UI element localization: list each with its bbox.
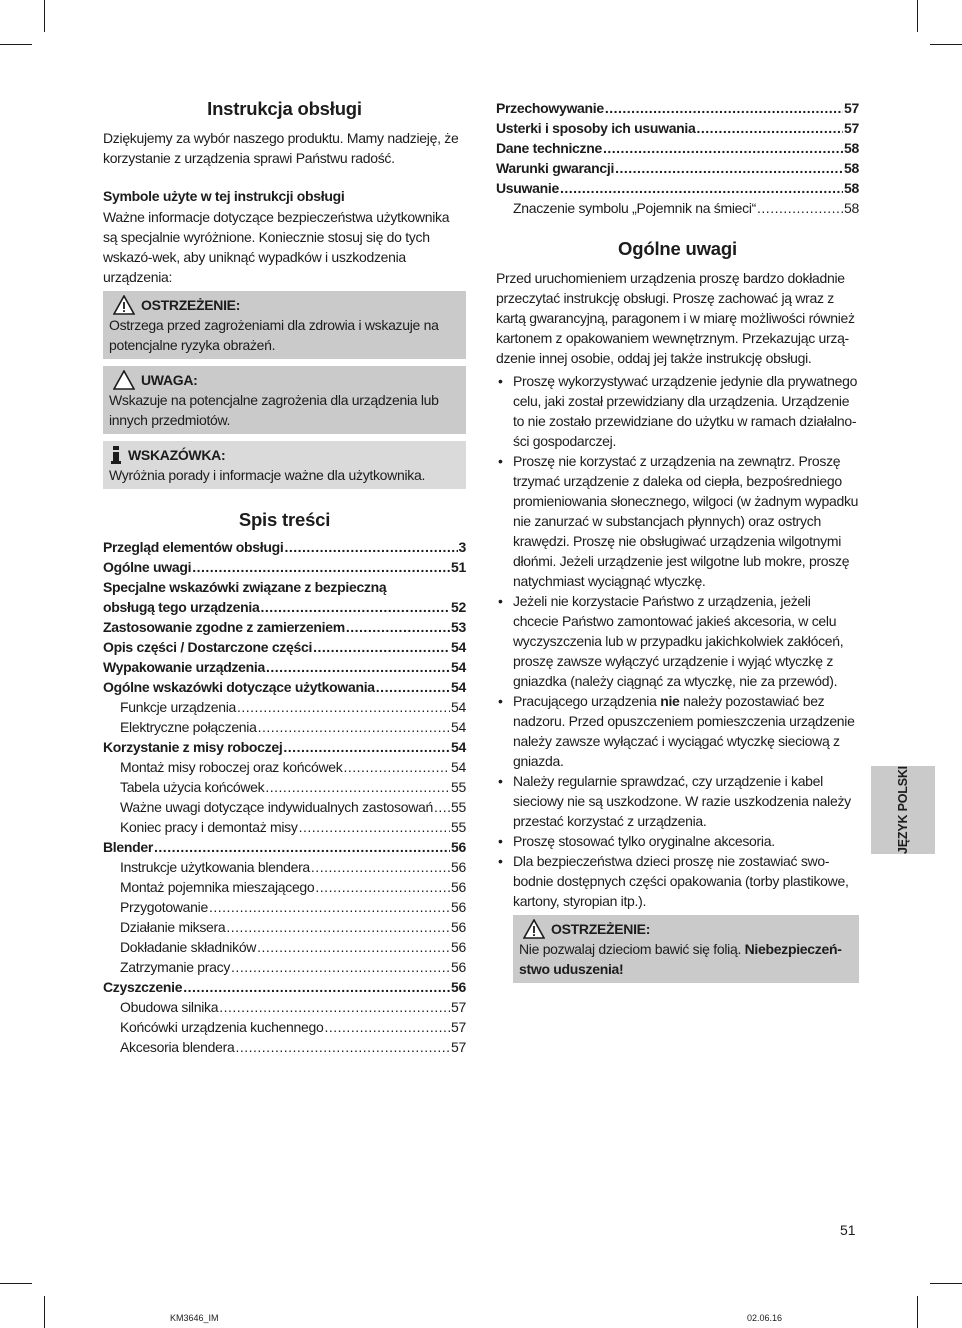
crop-mark bbox=[930, 44, 962, 45]
toc-entry bbox=[103, 797, 466, 817]
toc-leader-dots bbox=[313, 637, 450, 657]
general-notes-intro: Przed uruchomieniem urządzenia proszę bardzo dokładnie przeczytać instrukcję obsługi. Proszę zachować ją wraz z kartą gwarancyjną, paragonem i w miarę możliwości również kartonem z opakowaniem wewnętrznym. Przekazując urzą-dzenie innej osobie, oddaj jej także instrukcję obsługi. bbox=[496, 270, 855, 366]
caution-title: UWAGA: bbox=[141, 372, 198, 388]
toc-leader-dots bbox=[434, 797, 450, 817]
warning-box bbox=[103, 291, 466, 359]
list-item bbox=[496, 691, 859, 771]
toc-entry bbox=[496, 158, 859, 178]
toc-entry-label: Przygotowanie bbox=[120, 899, 208, 915]
toc-entry-label: Usuwanie bbox=[496, 180, 559, 196]
list-item-text: Pracującego urządzenia bbox=[513, 693, 661, 709]
toc-entry bbox=[103, 997, 466, 1017]
toc-entry-label: Tabela użycia końcówek bbox=[120, 779, 265, 795]
toc-entry bbox=[103, 637, 466, 657]
tip-text: Wyróżnia porady i informacje ważne dla użytkownika. bbox=[109, 467, 426, 483]
toc-entry bbox=[496, 198, 859, 218]
toc-entry bbox=[103, 697, 466, 717]
manual-title: Instrukcja obsługi bbox=[207, 98, 362, 119]
toc-entry-label: Czyszczenie bbox=[103, 979, 183, 995]
toc-entry-label: Warunki gwarancji bbox=[496, 160, 615, 176]
warning-text-bold: Niebezpieczeń-stwo uduszenia! bbox=[519, 941, 842, 977]
left-column bbox=[103, 96, 466, 1057]
toc-entry-page: 58 bbox=[844, 200, 859, 216]
toc-entry-page: 55 bbox=[451, 819, 466, 835]
warning-text-plain: Nie pozwalaj dzieciom bawić się folią. bbox=[519, 941, 745, 957]
toc-entry bbox=[103, 977, 466, 997]
toc-entry-page: 56 bbox=[451, 839, 466, 855]
toc-entry-label: Obudowa silnika bbox=[120, 999, 219, 1015]
toc-entry bbox=[103, 777, 466, 797]
toc-entry bbox=[496, 138, 859, 158]
toc-leader-dots bbox=[192, 557, 450, 577]
crop-mark bbox=[44, 1296, 45, 1328]
warning-header bbox=[109, 295, 460, 315]
toc-entry bbox=[496, 98, 859, 118]
toc-entry-page: 56 bbox=[451, 899, 466, 915]
toc-entry bbox=[103, 817, 466, 837]
toc-entry-page: 55 bbox=[451, 779, 466, 795]
toc-entry-page: 57 bbox=[451, 1039, 466, 1055]
warning-title: OSTRZEŻENIE: bbox=[141, 297, 241, 313]
toc-entry-page: 54 bbox=[451, 699, 466, 715]
toc-entry-page: 53 bbox=[451, 619, 466, 635]
language-tab-label: JĘZYK POLSKI bbox=[896, 766, 910, 854]
toc-leader-dots bbox=[265, 777, 450, 797]
toc-entry-page: 57 bbox=[451, 1019, 466, 1035]
symbols-heading: Symbole użyte w tej instrukcji obsługi bbox=[103, 188, 345, 204]
toc-entry bbox=[103, 597, 466, 617]
toc-leader-dots bbox=[605, 98, 843, 118]
warning-header bbox=[519, 919, 853, 939]
toc-entry-page: 54 bbox=[451, 719, 466, 735]
toc-entry bbox=[103, 1017, 466, 1037]
list-item: • Jeżeli nie korzystacie Państwo z urządzenia, jeżeli chcecie Państwo zamontować jakieś akcesoria, w celu wyczyszczenia lub w przypadku jakichkolwiek zakłóceń, proszę zawsze wyłączyć urządzenie i wyjąć wtyczkę z gniazdka (należy ciągnąć za wtyczkę, nie za przewód). bbox=[496, 591, 859, 691]
toc-entry bbox=[103, 617, 466, 637]
toc-entry-label: Koniec pracy i demontaż misy bbox=[120, 819, 298, 835]
toc-entry bbox=[103, 957, 466, 977]
toc-leader-dots bbox=[311, 857, 450, 877]
toc-entry-label: Funkcje urządzenia bbox=[120, 699, 236, 715]
toc-entry-label: Zastosowanie zgodne z zamierzeniem bbox=[103, 619, 345, 635]
toc-entry-label: Montaż misy roboczej oraz końcówek bbox=[120, 759, 343, 775]
toc-entry-label: Elektryczne połączenia bbox=[120, 719, 257, 735]
toc-entry bbox=[496, 178, 859, 198]
toc-list-continued bbox=[496, 98, 859, 218]
warning-triangle-icon bbox=[523, 919, 545, 939]
child-warning-box bbox=[513, 915, 859, 983]
toc-entry-page: 51 bbox=[451, 559, 466, 575]
toc-entry-label: Usterki i sposoby ich usuwania bbox=[496, 120, 696, 136]
toc-entry-label: Zatrzymanie pracy bbox=[120, 959, 231, 975]
page-number: 51 bbox=[840, 1222, 856, 1238]
tip-title: WSKAZÓWKA: bbox=[128, 447, 226, 463]
list-item: • Dla bezpieczeństwa dzieci proszę nie zostawiać swo-bodnie dostępnych części opakowania (torby plastikowe, kartony, styropian itp.). bbox=[496, 851, 859, 911]
warning-text: Ostrzega przed zagrożeniami dla zdrowia i wskazuje na potencjalne ryzyka obrażeń. bbox=[109, 317, 439, 353]
info-icon bbox=[109, 446, 123, 464]
toc-leader-dots bbox=[376, 677, 450, 697]
toc-entry-label: Specjalne wskazówki związane z bezpieczną bbox=[103, 579, 387, 595]
crop-mark bbox=[930, 1283, 962, 1284]
list-item-emphasis: nie bbox=[660, 693, 680, 709]
toc-entry-label: Przechowywanie bbox=[496, 100, 604, 116]
toc-leader-dots bbox=[266, 657, 450, 677]
toc-entry-label: Działanie miksera bbox=[120, 919, 226, 935]
toc-entry bbox=[103, 757, 466, 777]
toc-entry bbox=[103, 937, 466, 957]
toc-entry-page: 57 bbox=[844, 100, 859, 116]
toc-leader-dots bbox=[226, 917, 450, 937]
toc-leader-dots bbox=[260, 597, 450, 617]
toc-entry-page: 52 bbox=[451, 599, 466, 615]
toc-entry-page: 56 bbox=[451, 859, 466, 875]
language-tab bbox=[871, 766, 935, 854]
toc-entry-label: Ważne uwagi dotyczące indywidualnych zastosowań bbox=[120, 799, 434, 815]
general-notes-title: Ogólne uwagi bbox=[618, 238, 737, 259]
toc-leader-dots bbox=[257, 937, 450, 957]
toc-entry-page: 58 bbox=[844, 180, 859, 196]
toc-entry-page: 54 bbox=[451, 739, 466, 755]
toc-leader-dots bbox=[603, 138, 843, 158]
warning-title: OSTRZEŻENIE: bbox=[551, 921, 651, 937]
list-item-text: należy pozostawiać bez nadzoru. Przed opuszczeniem pomieszczenia urządzenie należy zawsze wyłączać i wyciągać wtyczkę sieciową z gniazda. bbox=[513, 693, 855, 769]
toc-entry-label: Przegląd elementów obsługi bbox=[103, 539, 284, 555]
toc-entry bbox=[103, 577, 466, 597]
tip-header bbox=[109, 445, 460, 465]
toc-entry-page: 57 bbox=[844, 120, 859, 136]
safety-list bbox=[496, 371, 859, 911]
toc-entry bbox=[103, 677, 466, 697]
toc-leader-dots bbox=[237, 697, 450, 717]
toc-entry-page: 3 bbox=[458, 539, 466, 555]
toc-leader-dots bbox=[235, 1037, 450, 1057]
symbols-text: Ważne informacje dotyczące bezpieczeństwa użytkownika są specjalnie wyróżnione. Koniecznie stosuj się do tych wskazó-wek, aby uniknąć wypadków i uszkodzenia urządzenia: bbox=[103, 209, 450, 285]
toc-entry bbox=[103, 717, 466, 737]
footer-date: 02.06.16 bbox=[747, 1313, 783, 1323]
toc-entry-label: Końcówki urządzenia kuchennego bbox=[120, 1019, 324, 1035]
toc-leader-dots bbox=[219, 997, 450, 1017]
toc-leader-dots bbox=[284, 537, 457, 557]
toc-leader-dots bbox=[324, 1017, 450, 1037]
toc-entry-label: Znaczenie symbolu „Pojemnik na śmieci“ bbox=[513, 200, 757, 216]
crop-mark bbox=[917, 1296, 918, 1328]
crop-mark bbox=[0, 1283, 32, 1284]
toc-entry bbox=[103, 857, 466, 877]
toc-entry-label: Ogólne uwagi bbox=[103, 559, 192, 575]
toc-entry-page: 55 bbox=[451, 799, 466, 815]
toc-entry-page: 56 bbox=[451, 919, 466, 935]
toc-entry-page: 54 bbox=[451, 639, 466, 655]
caution-triangle-icon bbox=[113, 370, 135, 390]
toc-entry-page: 56 bbox=[451, 939, 466, 955]
toc-leader-dots bbox=[183, 977, 450, 997]
toc-entry-page: 54 bbox=[451, 759, 466, 775]
toc-entry-label: Akcesoria blendera bbox=[120, 1039, 235, 1055]
toc-entry-page: 56 bbox=[451, 959, 466, 975]
toc-title: Spis treści bbox=[238, 509, 331, 530]
toc-leader-dots bbox=[346, 617, 450, 637]
toc-leader-dots bbox=[343, 757, 450, 777]
toc-entry bbox=[103, 737, 466, 757]
caution-header bbox=[109, 370, 460, 390]
toc-leader-dots bbox=[283, 737, 450, 757]
toc-entry bbox=[103, 557, 466, 577]
toc-entry-page: 58 bbox=[844, 160, 859, 176]
toc-leader-dots bbox=[697, 118, 844, 138]
toc-entry-label: Ogólne wskazówki dotyczące użytkowania bbox=[103, 679, 375, 695]
caution-text: Wskazuje na potencjalne zagrożenia dla urządzenia lub innych przedmiotów. bbox=[109, 392, 439, 428]
toc-entry-page: 57 bbox=[451, 999, 466, 1015]
caution-box bbox=[103, 366, 466, 434]
intro-text: Dziękujemy za wybór naszego produktu. Mamy nadzieję, że korzystanie z urządzenia sprawi Państwu radość. bbox=[103, 130, 459, 166]
crop-mark bbox=[917, 0, 918, 32]
toc-entry bbox=[103, 837, 466, 857]
toc-leader-dots bbox=[560, 178, 843, 198]
toc-entry bbox=[103, 1037, 466, 1057]
list-item: • Proszę nie korzystać z urządzenia na zewnątrz. Proszę trzymać urządzenie z daleka od ciepła, bezpośredniego promieniowania słonecznego, wilgoci (w żadnym wypadku nie zanurzać w substancjach płynnych) oraz ostrych krawędzi. Proszę nie obsługiwać urządzenia wilgotnymi dłońmi. Jeżeli urządzenie jest wilgotne lub mokre, proszę natychmiast wyciągnąć wtyczkę. bbox=[496, 451, 859, 591]
toc-entry bbox=[496, 118, 859, 138]
toc-entry-page: 54 bbox=[451, 659, 466, 675]
toc-entry bbox=[103, 877, 466, 897]
toc-leader-dots bbox=[757, 198, 843, 218]
crop-mark bbox=[0, 44, 32, 45]
warning-triangle-icon bbox=[113, 295, 135, 315]
crop-mark bbox=[44, 0, 45, 32]
toc-entry bbox=[103, 917, 466, 937]
toc-entry-label: Blender bbox=[103, 839, 154, 855]
toc-entry bbox=[103, 537, 466, 557]
toc-leader-dots bbox=[299, 817, 450, 837]
right-column bbox=[496, 98, 859, 983]
toc-entry-label: Wypakowanie urządzenia bbox=[103, 659, 265, 675]
toc-entry-label: Montaż pojemnika mieszającego bbox=[120, 879, 315, 895]
toc-leader-dots bbox=[154, 837, 450, 857]
warning-text bbox=[519, 939, 853, 979]
toc-entry-label: Dane techniczne bbox=[496, 140, 602, 156]
toc-leader-dots bbox=[315, 877, 450, 897]
toc-entry-page: 54 bbox=[451, 679, 466, 695]
toc-entry-page: 58 bbox=[844, 140, 859, 156]
toc-entry-label: Instrukcje użytkowania blendera bbox=[120, 859, 310, 875]
tip-box bbox=[103, 441, 466, 489]
toc-entry-label: Dokładanie składników bbox=[120, 939, 257, 955]
toc-leader-dots bbox=[615, 158, 843, 178]
toc-leader-dots bbox=[258, 717, 450, 737]
toc-entry-page: 56 bbox=[451, 979, 466, 995]
toc-entry bbox=[103, 897, 466, 917]
toc-entry-label: obsługą tego urządzenia bbox=[103, 599, 260, 615]
toc-list bbox=[103, 537, 466, 1057]
toc-entry-label: Korzystanie z misy roboczej bbox=[103, 739, 283, 755]
list-item: • Proszę stosować tylko oryginalne akcesoria. bbox=[496, 831, 859, 851]
list-item: • Należy regularnie sprawdzać, czy urządzenie i kabel sieciowy nie są uszkodzone. W razie uszkodzenia należy przestać korzystać z urządzenia. bbox=[496, 771, 859, 831]
toc-leader-dots bbox=[231, 957, 450, 977]
toc-leader-dots bbox=[209, 897, 450, 917]
list-item: • Proszę wykorzystywać urządzenie jedynie dla prywatnego celu, jaki został przewidziany dla urządzenia. Urządzenie to nie zostało przewidziane do użytku w ramach działalno-ści gospodarczej. bbox=[496, 371, 859, 451]
footer-document-code: KM3646_IM bbox=[170, 1313, 219, 1323]
toc-entry-page: 56 bbox=[451, 879, 466, 895]
toc-entry-label: Opis części / Dostarczone części bbox=[103, 639, 313, 655]
toc-entry bbox=[103, 657, 466, 677]
